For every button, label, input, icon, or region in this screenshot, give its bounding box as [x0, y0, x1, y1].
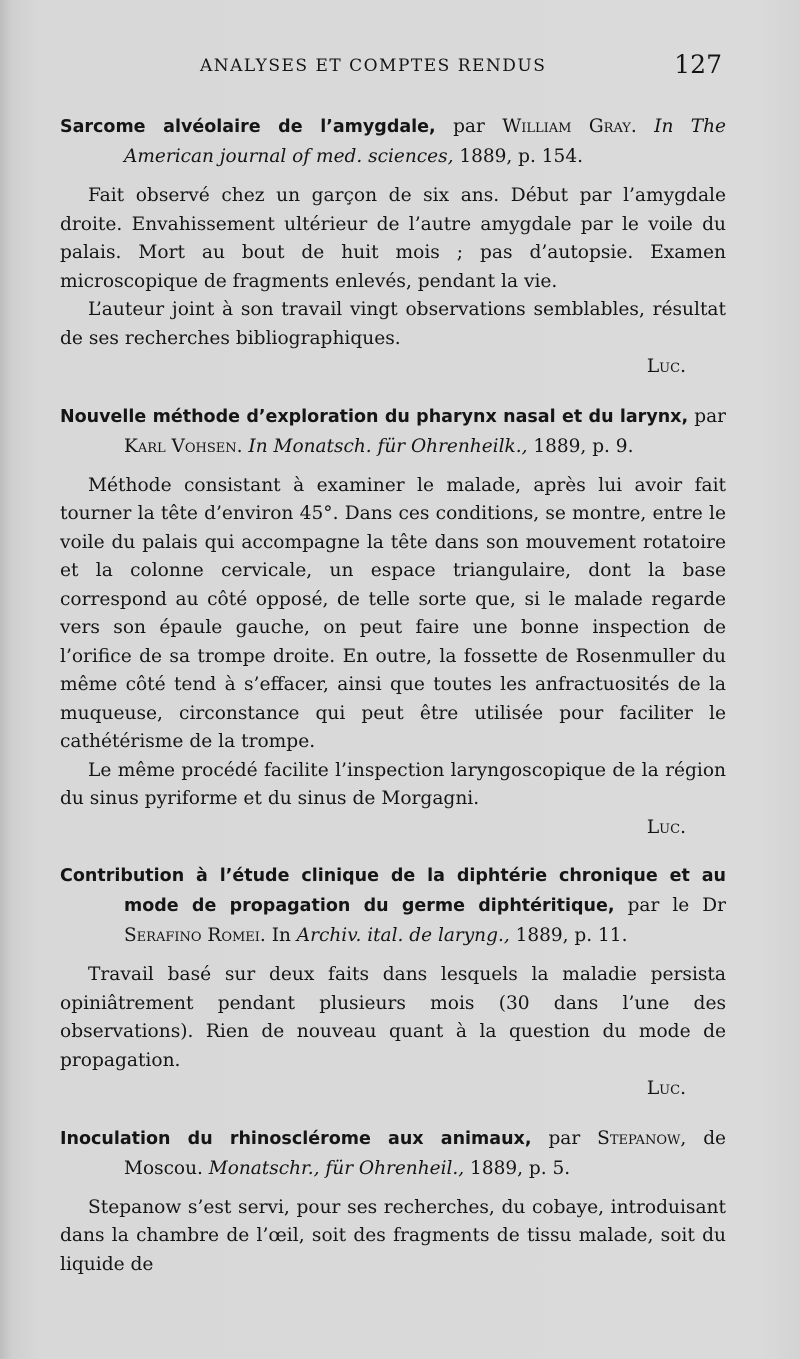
article-journal: The American journal of med. sciences,: [124, 116, 726, 167]
article-heading: Contribution à l’étude clinique de la diphtérie chronique et au mode de propagation du germe diphtéritique, par le Dr Serafino Romei. In Archiv. ital. de laryng., 1889, p. 11.: [60, 866, 726, 946]
article-details: 1889, p. 154.: [453, 146, 583, 167]
article-author: Stepanow,: [597, 1127, 687, 1149]
article-details: 1889, p. 5.: [464, 1157, 571, 1179]
article: [60, 112, 726, 382]
running-head: ANALYSES ET COMPTES RENDUS: [200, 56, 547, 76]
article-paragraph: Travail basé sur deux faits dans lesquels la maladie persista opiniâtrement pendant plusieurs mois (30 dans l’une des observations). Rien de nouveau quant à la question du mode de propagation.: [60, 964, 726, 1071]
page-body: [60, 112, 726, 1279]
article-journal: Monatschr., für Ohrenheil.,: [208, 1157, 465, 1179]
article-details: 1889, p. 11.: [509, 925, 628, 946]
article-author: Serafino Romei.: [124, 925, 266, 946]
article-paragraph: L’auteur joint à son travail vingt observations semblables, résultat de ses recherches bibliographiques.: [60, 299, 726, 349]
article-title: Contribution à l’étude clinique de la diphtérie chronique et au mode de propagation du germe diphtéritique,: [60, 866, 726, 916]
article-paragraph: Stepanow s’est servi, pour ses recherches, du cobaye, introduisant dans la chambre de l’œil, soit des fragments de tissu malade, soit du liquide de: [60, 1196, 726, 1275]
article-journal: Archiv. ital. de laryng.,: [296, 925, 510, 946]
article-details: 1889, p. 9.: [527, 435, 634, 457]
article: [60, 862, 726, 1104]
article-title: Sarcome alvéolaire de l’amygdale,: [60, 117, 436, 137]
article-signature: Luc.: [646, 356, 686, 377]
article-title: Nouvelle méthode d’exploration du pharynx nasal et du larynx,: [60, 406, 689, 427]
article-paragraph: Le même procédé facilite l’inspection laryngoscopique de la région du sinus pyriforme et du sinus de Morgagni.: [60, 759, 726, 809]
article: [60, 1124, 726, 1280]
article-author: Karl Vohsen.: [124, 435, 243, 457]
article-heading: Sarcome alvéolaire de l’amygdale, par William Gray. In The American journal of med. sciences, 1889, p. 154.: [60, 116, 726, 167]
article-signature: Luc.: [646, 816, 686, 838]
article-heading: Nouvelle méthode d’exploration du pharynx nasal et du larynx, par Karl Vohsen. In Monatsch. für Ohrenheilk., 1889, p. 9.: [60, 405, 726, 457]
article-signature: Luc.: [646, 1078, 686, 1099]
article-paragraph: Méthode consistant à examiner le malade, après lui avoir fait tourner la tête d’environ 45°. Dans ces conditions, se montre, entre le voile du palais qui accompagne la tête dans son mouvement rotatoire et la colonne cervicale, un espace triangulaire, dont la base correspond au côté opposé, de telle sorte que, si le malade regarde vers son épaule gauche, on peut faire une bonne inspection de l’orifice de sa trompe droite. En outre, la fossette de Rosenmuller du même côté tend à s’effacer, ainsi que toutes les anfractuosités de la muqueuse, circonstance qui peut être utilisée pour faciliter le cathétérisme de la trompe.: [60, 474, 726, 752]
article-author: William Gray.: [502, 116, 637, 137]
article-journal: In Monatsch. für Ohrenheilk.,: [248, 435, 528, 457]
article-title: Inoculation du rhinosclérome aux animaux,: [60, 1128, 532, 1149]
article-heading: Inoculation du rhinosclérome aux animaux, par Stepanow, de Moscou. Monatschr., für Ohrenheil., 1889, p. 5.: [60, 1127, 727, 1179]
page-header: [60, 50, 722, 84]
page-number: 127: [674, 50, 722, 79]
article-paragraph: Fait observé chez un garçon de six ans. Début par l’amygdale droite. Envahissement ultérieur de l’autre amygdale par le voile du palais. Mort au bout de huit mois ; pas d’autopsie. Examen microscopique de fragments enlevés, pendant la vie.: [60, 185, 726, 292]
article: [60, 402, 726, 843]
